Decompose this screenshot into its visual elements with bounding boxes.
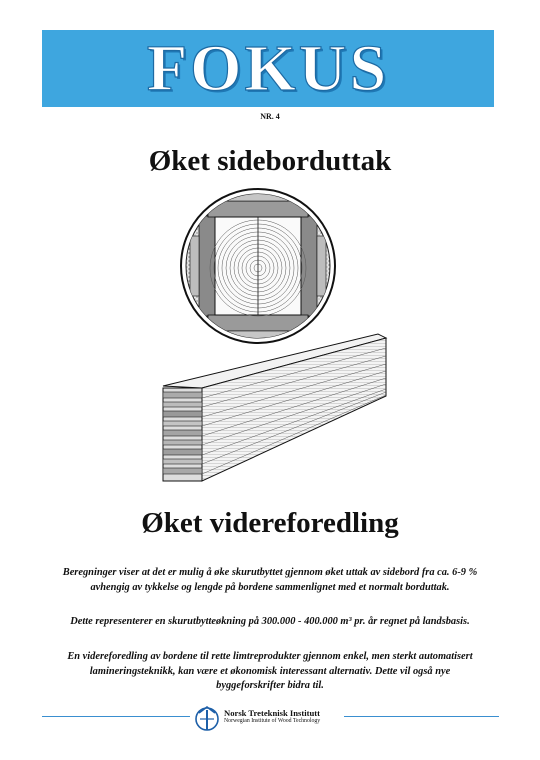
institute-name-english: Norwegian Institute of Wood Technology xyxy=(224,718,321,724)
issue-number: NR. 4 xyxy=(260,112,280,121)
headline-top: Øket sideborduttak xyxy=(148,145,392,177)
headline-bottom: Øket videreforedling xyxy=(141,507,399,539)
banner-title: FOKUS xyxy=(146,31,390,105)
footer-rule-left xyxy=(42,716,190,717)
paragraph-1: Beregninger viser at det er mulig å øke skurutbyttet gjennom øket uttak av sidebord fra ca. 6-9 % avhengig av tykkelse og lengde på bordene sammenlignet med et normalt borduttak. xyxy=(62,567,478,593)
log-cross-section-icon xyxy=(181,189,335,343)
laminated-beam-icon xyxy=(163,334,386,481)
paragraph-2: Dette representerer en skurutbytteøkning på 300.000 - 400.000 m³ pr. år regnet på landsbasis. xyxy=(70,616,470,627)
ntI-logo-icon xyxy=(196,707,218,730)
footer-rule-right xyxy=(344,716,499,717)
institute-name: Norsk Treteknisk Institutt xyxy=(224,708,320,718)
paragraph-3: En videreforedling av bordene til rette limtreprodukter gjennom enkel, men sterkt automatisert lamineringsteknikk, kan være et økonomisk interessant alternativ. Dette vil også nye byggeforskrifter bidra til. xyxy=(67,651,473,692)
